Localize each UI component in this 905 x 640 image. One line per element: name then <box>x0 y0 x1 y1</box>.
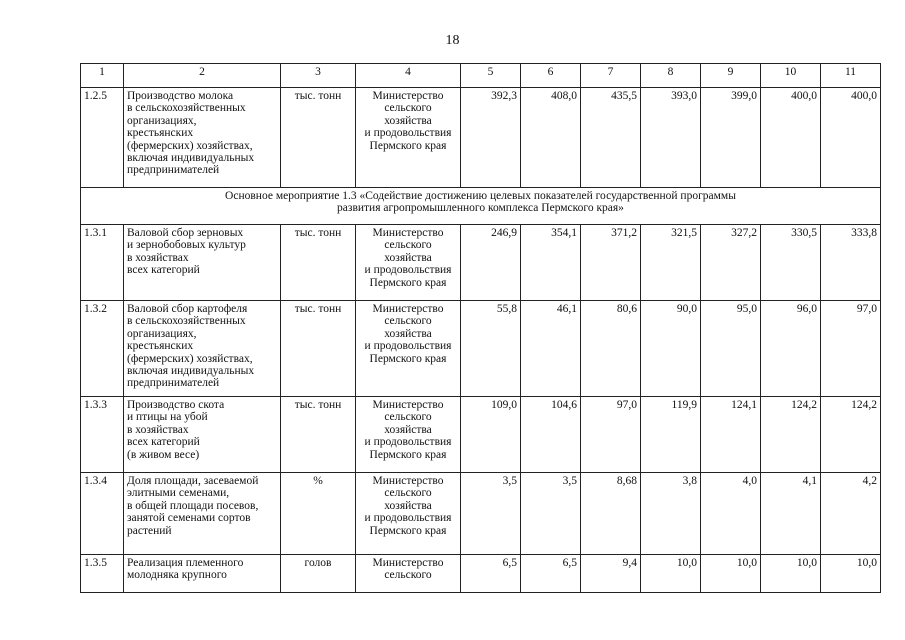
table-row <box>81 225 881 301</box>
unit: тыс. тонн <box>281 88 356 188</box>
header-cell: 11 <box>821 64 881 88</box>
value-cell: 393,0 <box>641 88 701 188</box>
table-row <box>81 88 881 188</box>
value-cell: 400,0 <box>761 88 821 188</box>
value-cell: 9,4 <box>581 555 641 593</box>
responsible-org: Министерство сельского хозяйства и продовольствия Пермского края <box>356 225 461 301</box>
row-code: 1.3.2 <box>81 301 124 397</box>
value-cell: 109,0 <box>461 397 521 473</box>
indicator-name: Производство скота и птицы на убой в хозяйствах всех категорий (в живом весе) <box>124 397 281 473</box>
value-cell: 119,9 <box>641 397 701 473</box>
responsible-org: Министерство сельского хозяйства и продовольствия Пермского края <box>356 88 461 188</box>
value-cell: 246,9 <box>461 225 521 301</box>
responsible-org: Министерство сельского хозяйства и продовольствия Пермского края <box>356 397 461 473</box>
value-cell: 97,0 <box>821 301 881 397</box>
indicator-name: Валовой сбор зерновых и зернобобовых культур в хозяйствах всех категорий <box>124 225 281 301</box>
indicator-name: Валовой сбор картофеля в сельскохозяйственных организациях, крестьянских (фермерских) хозяйствах, включая индивидуальных предпринимателей <box>124 301 281 397</box>
table-row <box>81 397 881 473</box>
page-number: 18 <box>445 33 460 48</box>
row-code: 1.3.5 <box>81 555 124 593</box>
row-code: 1.2.5 <box>81 88 124 188</box>
value-cell: 55,8 <box>461 301 521 397</box>
responsible-org: Министерство сельского <box>356 555 461 593</box>
value-cell: 4,0 <box>701 473 761 555</box>
unit: тыс. тонн <box>281 225 356 301</box>
header-cell: 6 <box>521 64 581 88</box>
table-row <box>81 473 881 555</box>
unit: % <box>281 473 356 555</box>
value-cell: 330,5 <box>761 225 821 301</box>
value-cell: 333,8 <box>821 225 881 301</box>
value-cell: 10,0 <box>641 555 701 593</box>
row-code: 1.3.1 <box>81 225 124 301</box>
unit: тыс. тонн <box>281 301 356 397</box>
unit: голов <box>281 555 356 593</box>
value-cell: 80,6 <box>581 301 641 397</box>
value-cell: 4,2 <box>821 473 881 555</box>
header-cell: 7 <box>581 64 641 88</box>
row-code: 1.3.3 <box>81 397 124 473</box>
header-cell: 1 <box>81 64 124 88</box>
row-code: 1.3.4 <box>81 473 124 555</box>
value-cell: 371,2 <box>581 225 641 301</box>
table-row <box>81 301 881 397</box>
header-cell: 5 <box>461 64 521 88</box>
header-cell: 8 <box>641 64 701 88</box>
value-cell: 392,3 <box>461 88 521 188</box>
value-cell: 104,6 <box>521 397 581 473</box>
value-cell: 327,2 <box>701 225 761 301</box>
value-cell: 97,0 <box>581 397 641 473</box>
value-cell: 10,0 <box>761 555 821 593</box>
responsible-org: Министерство сельского хозяйства и продовольствия Пермского края <box>356 473 461 555</box>
table-row <box>81 555 881 593</box>
value-cell: 96,0 <box>761 301 821 397</box>
indicator-name: Доля площади, засеваемой элитными семенами, в общей площади посевов, занятой семенами сортов растений <box>124 473 281 555</box>
value-cell: 6,5 <box>461 555 521 593</box>
section-title: Основное мероприятие 1.3 «Содействие достижению целевых показателей государственной программы развития агропромышленного комплекса Пермского края» <box>81 188 881 225</box>
indicator-name: Производство молока в сельскохозяйственных организациях, крестьянских (фермерских) хозяйствах, включая индивидуальных предпринимателей <box>124 88 281 188</box>
header-cell: 10 <box>761 64 821 88</box>
value-cell: 90,0 <box>641 301 701 397</box>
unit: тыс. тонн <box>281 397 356 473</box>
value-cell: 124,2 <box>821 397 881 473</box>
section-row <box>81 188 881 225</box>
value-cell: 4,1 <box>761 473 821 555</box>
value-cell: 3,5 <box>521 473 581 555</box>
value-cell: 3,5 <box>461 473 521 555</box>
value-cell: 124,1 <box>701 397 761 473</box>
value-cell: 95,0 <box>701 301 761 397</box>
value-cell: 321,5 <box>641 225 701 301</box>
value-cell: 8,68 <box>581 473 641 555</box>
indicator-table <box>80 63 881 593</box>
value-cell: 3,8 <box>641 473 701 555</box>
responsible-org: Министерство сельского хозяйства и продовольствия Пермского края <box>356 301 461 397</box>
value-cell: 124,2 <box>761 397 821 473</box>
value-cell: 435,5 <box>581 88 641 188</box>
header-cell: 3 <box>281 64 356 88</box>
header-cell: 2 <box>124 64 281 88</box>
value-cell: 10,0 <box>701 555 761 593</box>
value-cell: 354,1 <box>521 225 581 301</box>
table-body <box>81 64 881 593</box>
value-cell: 46,1 <box>521 301 581 397</box>
value-cell: 10,0 <box>821 555 881 593</box>
header-cell: 9 <box>701 64 761 88</box>
value-cell: 408,0 <box>521 88 581 188</box>
indicator-name: Реализация племенного молодняка крупного <box>124 555 281 593</box>
table-header-row <box>81 64 881 88</box>
value-cell: 400,0 <box>821 88 881 188</box>
value-cell: 6,5 <box>521 555 581 593</box>
value-cell: 399,0 <box>701 88 761 188</box>
header-cell: 4 <box>356 64 461 88</box>
